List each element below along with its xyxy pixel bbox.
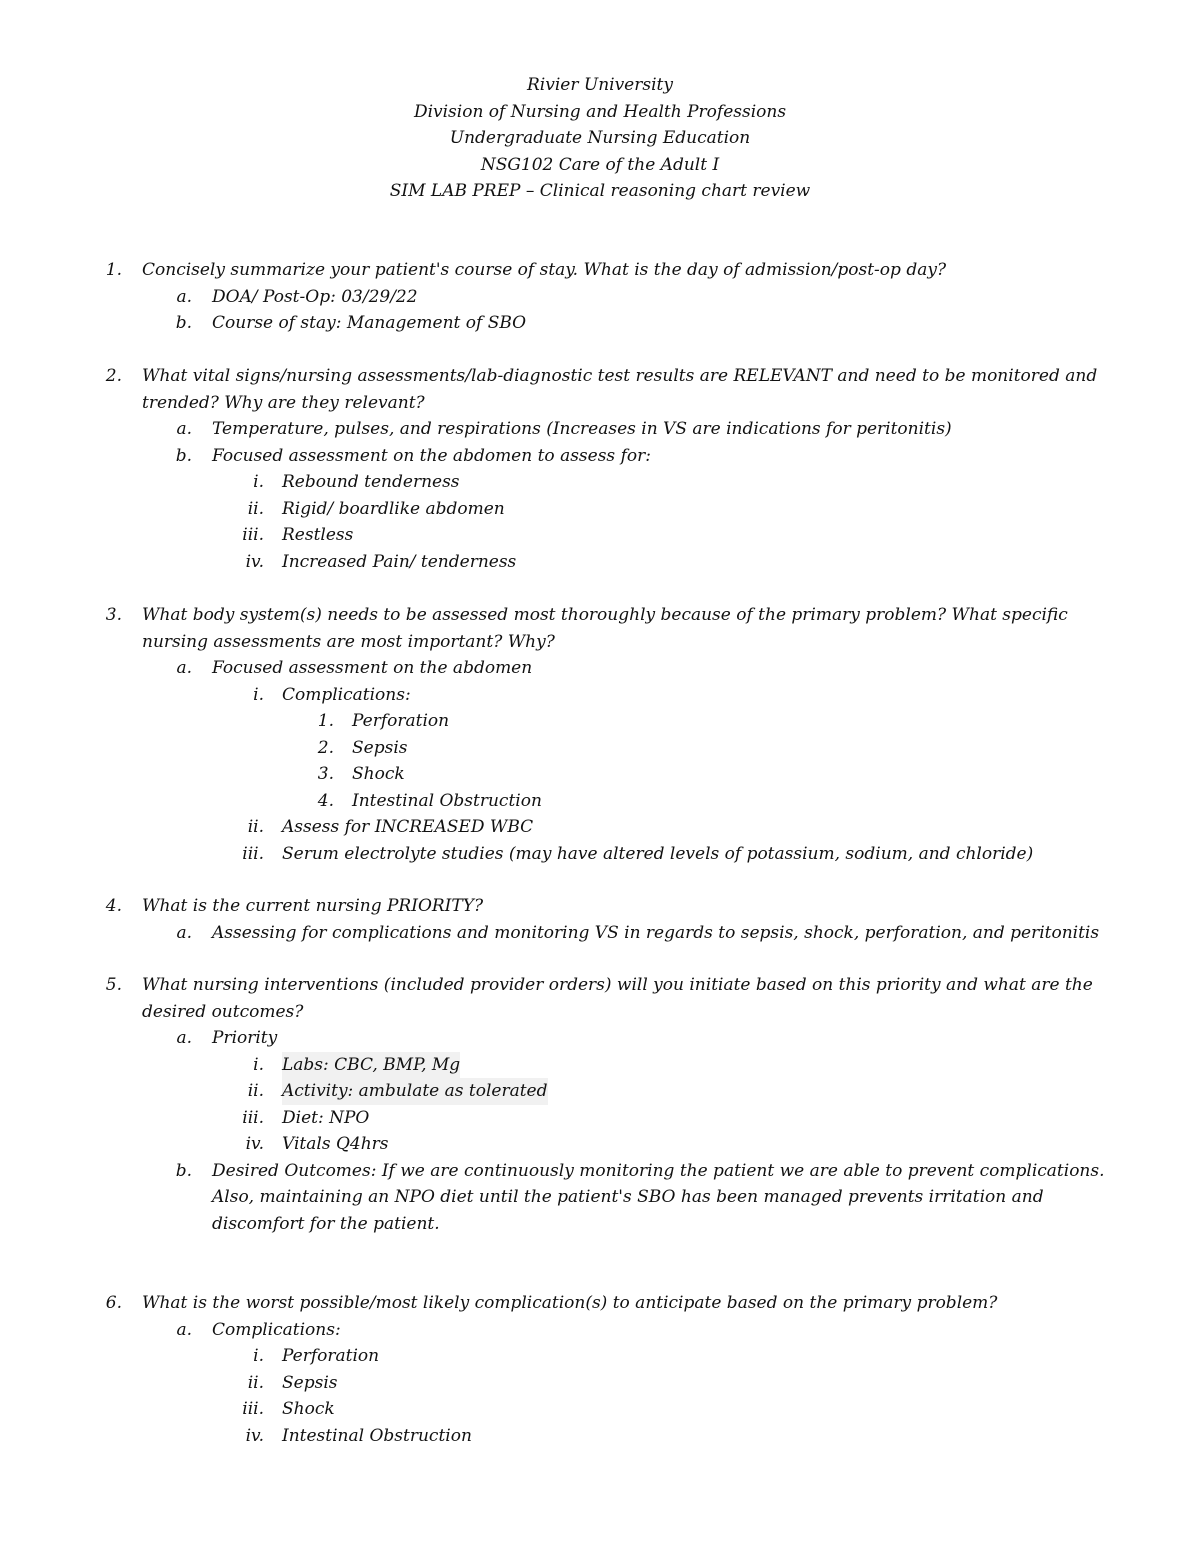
question-number: 5. <box>105 975 122 995</box>
university-name: Rivier University <box>527 75 673 95</box>
list-item: Diet: NPO <box>282 1107 370 1128</box>
question-number: 3. <box>105 605 122 625</box>
question-text: What is the current nursing PRIORITY? <box>142 896 484 916</box>
list-label: i. <box>253 1346 264 1366</box>
list-label: iv. <box>245 551 264 572</box>
list-label: ii. <box>247 498 264 519</box>
question-number: 1. <box>105 260 122 280</box>
list-item: Shock <box>352 764 405 784</box>
desired-outcomes-text-cont: Also, maintaining an NPO diet until the patient's SBO has been managed prevents irritation and <box>212 1187 1044 1207</box>
list-label: iii. <box>242 1399 264 1419</box>
question-number: 4. <box>105 896 122 916</box>
list-label: a. <box>176 286 192 307</box>
list-item: Rebound tenderness <box>282 472 460 492</box>
list-label: a. <box>176 922 192 943</box>
list-item: Priority <box>212 1028 278 1048</box>
list-item: Intestinal Obstruction <box>282 1425 472 1446</box>
list-label: i. <box>253 684 264 705</box>
list-item: Temperature, pulses, and respirations (Increases in VS are indications for peritonitis) <box>212 419 952 439</box>
program-name: Undergraduate Nursing Education <box>449 128 751 148</box>
question-4 <box>0 893 1200 946</box>
list-label: iii. <box>242 843 264 864</box>
list-item: Focused assessment on the abdomen to assess for: <box>212 445 651 466</box>
question-5 <box>0 972 1200 1237</box>
question-text: What vital signs/nursing assessments/lab-diagnostic test results are RELEVANT and need to be monitored and <box>142 366 1098 386</box>
question-text: What is the worst possible/most likely complication(s) to anticipate based on the primary problem? <box>142 1293 998 1313</box>
list-item: Labs: CBC, BMP, Mg <box>282 1052 460 1079</box>
list-item: Sepsis <box>282 1372 338 1393</box>
list-label: iii. <box>242 1107 264 1128</box>
list-label: b. <box>175 1160 192 1181</box>
list-label: i. <box>253 472 264 492</box>
list-label: 4. <box>317 790 334 811</box>
question-2 <box>0 363 1200 575</box>
question-text-cont: trended? Why are they relevant? <box>142 392 425 413</box>
list-item: Sepsis <box>352 737 408 758</box>
desired-outcomes-text: Desired Outcomes: If we are continuously monitoring the patient we are able to prevent complications. <box>212 1160 1105 1181</box>
list-item: Activity: ambulate as tolerated <box>282 1078 548 1105</box>
question-number: 6. <box>105 1293 122 1313</box>
list-label: iii. <box>242 525 264 545</box>
list-item: Increased Pain/ tenderness <box>282 551 517 572</box>
list-item: Shock <box>282 1399 335 1419</box>
list-label: ii. <box>247 1372 264 1393</box>
question-6 <box>0 1290 1200 1449</box>
list-item: Vitals Q4hrs <box>282 1134 389 1154</box>
list-item: Rigid/ boardlike abdomen <box>282 498 505 519</box>
document-title: SIM LAB PREP – Clinical reasoning chart review <box>389 181 811 201</box>
list-item: Restless <box>282 525 354 545</box>
list-label: 3. <box>317 764 334 784</box>
division-name: Division of Nursing and Health Professions <box>413 101 787 122</box>
list-label: iv. <box>245 1425 264 1446</box>
question-text-cont: nursing assessments are most important? Why? <box>142 631 555 652</box>
question-text: What body system(s) needs to be assessed most thoroughly because of the primary problem? What specific <box>142 605 1068 625</box>
list-label: a. <box>176 1319 192 1340</box>
list-item: Assess for INCREASED WBC <box>282 817 534 837</box>
list-label: ii. <box>247 1081 264 1101</box>
list-item: Complications: <box>282 684 411 705</box>
answer-course-of-stay: Course of stay: Management of SBO <box>212 313 527 333</box>
question-text: What nursing interventions (included provider orders) will you initiate based on this priority and what are the <box>142 975 1093 995</box>
list-label: a. <box>176 419 192 439</box>
question-1 <box>0 257 1200 337</box>
document-header <box>0 72 1200 205</box>
course-name: NSG102 Care of the Adult I <box>480 154 720 175</box>
desired-outcomes-text-cont: discomfort for the patient. <box>212 1213 440 1234</box>
question-text: Concisely summarize your patient's course of stay. What is the day of admission/post-op day? <box>142 260 947 280</box>
list-item: Serum electrolyte studies (may have altered levels of potassium, sodium, and chloride) <box>282 843 1034 864</box>
answer-doa: DOA/ Post-Op: 03/29/22 <box>212 286 418 307</box>
list-label: a. <box>176 1028 192 1048</box>
list-label: iv. <box>245 1134 264 1154</box>
list-label: ii. <box>247 817 264 837</box>
list-item: Perforation <box>352 711 450 731</box>
list-label: 1. <box>317 711 334 731</box>
list-label: b. <box>175 313 192 333</box>
question-number: 2. <box>105 366 122 386</box>
question-3 <box>0 602 1200 867</box>
list-label: b. <box>175 445 192 466</box>
list-item: Assessing for complications and monitoring VS in regards to sepsis, shock, perforation, and peritonitis <box>212 922 1100 943</box>
list-label: i. <box>253 1054 264 1075</box>
list-item: Intestinal Obstruction <box>352 790 542 811</box>
list-item: Perforation <box>282 1346 380 1366</box>
list-label: 2. <box>317 737 334 758</box>
list-item: Complications: <box>212 1319 341 1340</box>
question-text-cont: desired outcomes? <box>142 1001 304 1022</box>
list-label: a. <box>176 658 192 678</box>
list-item: Focused assessment on the abdomen <box>212 658 533 678</box>
